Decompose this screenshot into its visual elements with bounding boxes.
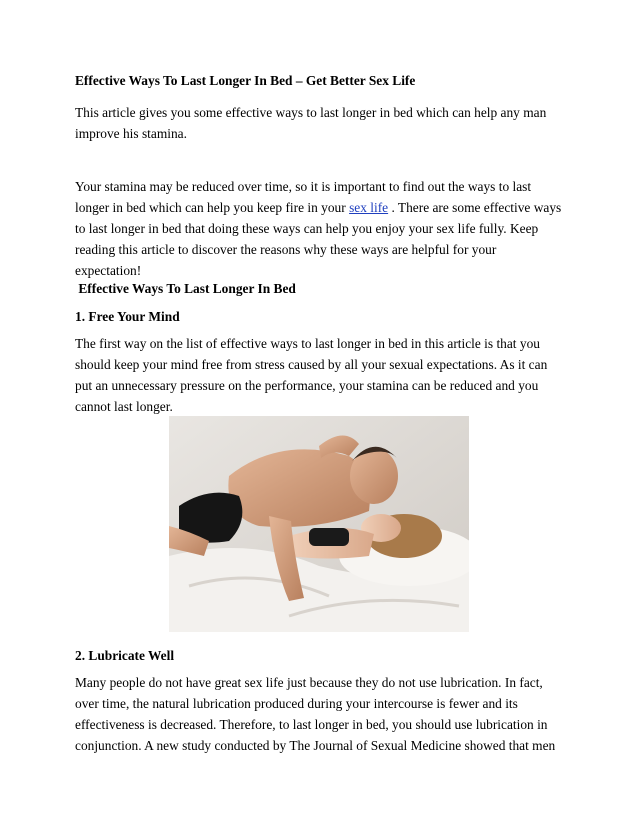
intro-paragraph: This article gives you some effective ways to last longer in bed which can help any man improve his stamina. bbox=[75, 105, 547, 141]
paragraph-text-after-link: . There are some effective ways to last longer in bed that doing these ways can help you enjoy your sex life fully. Keep reading this article to discover the reasons why these ways are helpful for your expectation! bbox=[75, 200, 562, 278]
sex-life-link[interactable]: sex life bbox=[349, 200, 389, 215]
item-1-body: The first way on the list of effective ways to last longer in bed in this article is that you should keep your mind free from stress caused by all your sexual expectations. As it can put an unnecessary pressure on the performance, your stamina can be reduced and you cannot last longer. bbox=[75, 336, 548, 414]
article-title: Effective Ways To Last Longer In Bed – Get Better Sex Life bbox=[75, 73, 416, 88]
item-2-body: Many people do not have great sex life just because they do not use lubrication. In fact, over time, the natural lubrication produced during your intercourse is fewer and its effectiveness is decreased. Therefore, to last longer in bed, you should use lubrication in conjunction. A new study conducted by The Journal of Sexual Medicine showed that men bbox=[75, 675, 556, 753]
couple-photo bbox=[169, 416, 469, 632]
section-heading: Effective Ways To Last Longer In Bed bbox=[75, 281, 296, 296]
stamina-paragraph bbox=[75, 176, 565, 281]
paragraph-text-before-link: Your stamina may be reduced over time, so it is important to find out the ways to last longer in bed which can help you keep fire in your bbox=[75, 179, 532, 215]
item-2-heading: 2. Lubricate Well bbox=[75, 648, 175, 663]
item-1-heading: 1. Free Your Mind bbox=[75, 309, 180, 324]
